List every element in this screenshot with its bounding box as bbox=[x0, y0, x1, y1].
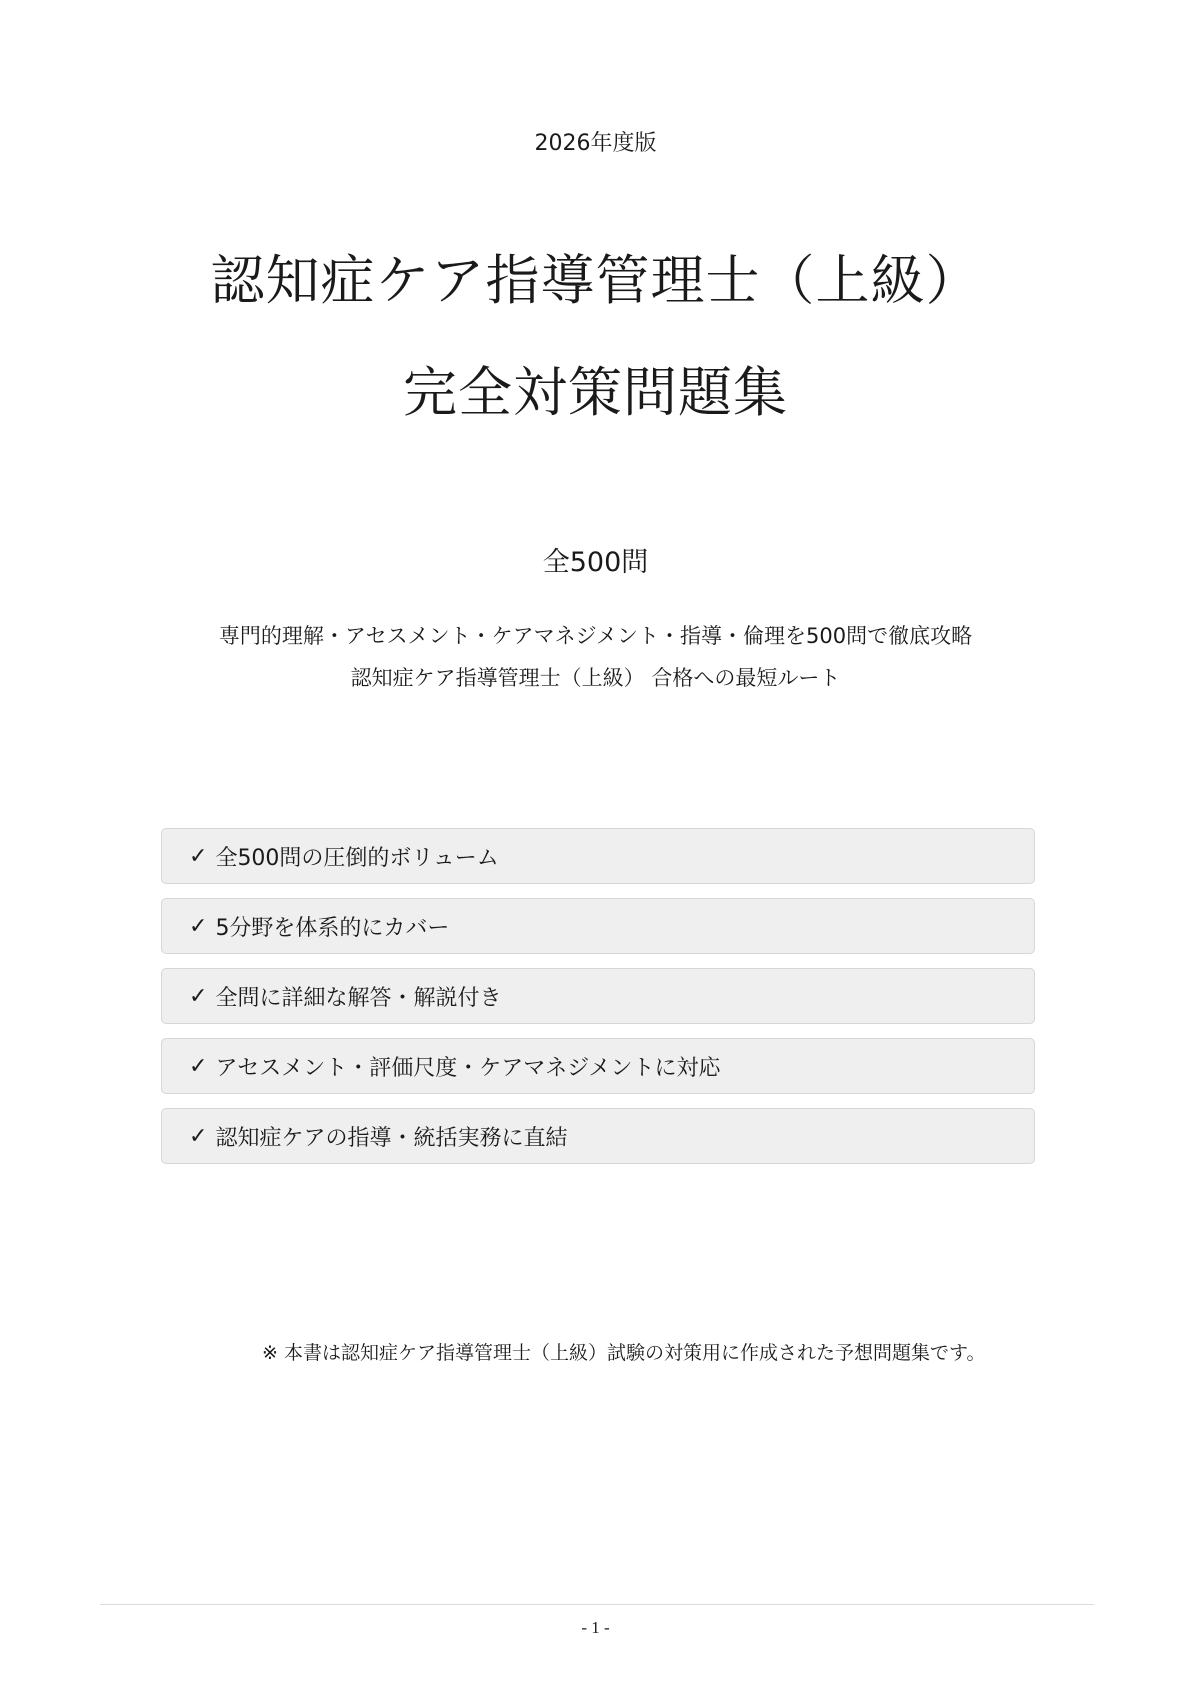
check-icon: ✓ bbox=[189, 913, 208, 939]
feature-text: 全問に詳細な解答・解説付き bbox=[215, 985, 502, 1011]
feature-text: 認知症ケアの指導・統括実務に直結 bbox=[215, 1125, 568, 1151]
page-number: - 1 - bbox=[581, 1618, 610, 1637]
feature-item bbox=[161, 1108, 1035, 1164]
feature-item bbox=[161, 828, 1035, 884]
feature-item bbox=[161, 968, 1035, 1024]
book-title-line1: 認知症ケア指導管理士（上級） bbox=[210, 249, 981, 312]
book-title-line2: 完全対策問題集 bbox=[403, 361, 788, 424]
footer-divider bbox=[100, 1604, 1094, 1605]
edition-label: 2026年度版 bbox=[534, 131, 657, 156]
feature-list bbox=[161, 828, 1035, 1178]
feature-item bbox=[161, 898, 1035, 954]
check-icon: ✓ bbox=[189, 843, 208, 869]
check-icon: ✓ bbox=[189, 1123, 208, 1149]
question-count: 全500問 bbox=[542, 547, 649, 578]
feature-text: アセスメント・評価尺度・ケアマネジメントに対応 bbox=[215, 1055, 721, 1081]
feature-text: 5分野を体系的にカバー bbox=[215, 915, 450, 941]
feature-text: 全500問の圧倒的ボリューム bbox=[215, 845, 499, 871]
disclaimer-note: ※ 本書は認知症ケア指導管理士（上級）試験の対策用に作成された予想問題集です。 bbox=[262, 1342, 986, 1364]
feature-item bbox=[161, 1038, 1035, 1094]
tagline-2: 認知症ケア指導管理士（上級） 合格への最短ルート bbox=[350, 666, 841, 690]
check-icon: ✓ bbox=[189, 983, 208, 1009]
check-icon: ✓ bbox=[189, 1053, 208, 1079]
tagline-1: 専門的理解・アセスメント・ケアマネジメント・指導・倫理を500問で徹底攻略 bbox=[218, 624, 973, 648]
